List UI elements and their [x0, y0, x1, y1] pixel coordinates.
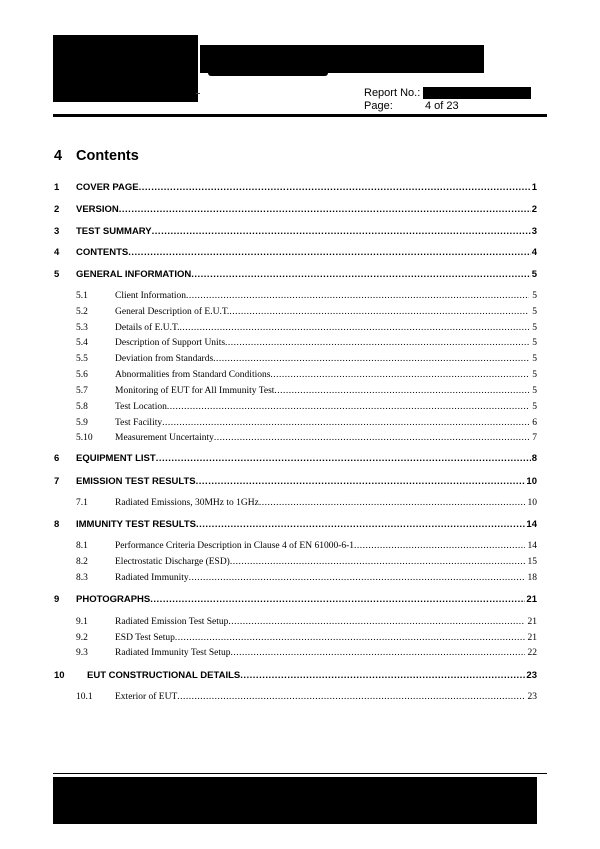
toc-dot-leader — [189, 572, 525, 584]
toc-dot-leader — [213, 353, 529, 365]
toc-subentry[interactable] — [0, 690, 600, 703]
section-number: 4 — [54, 148, 63, 164]
toc-entry-title: Test Location — [115, 402, 167, 412]
toc-entry[interactable] — [0, 268, 600, 281]
toc-entry-title: EQUIPMENT LIST — [76, 453, 156, 464]
toc-entry-number: 5.5 — [76, 354, 88, 364]
toc-entry-title: Test Facility — [115, 418, 163, 428]
toc-dot-leader — [274, 385, 529, 397]
toc-entry-page: 21 — [527, 633, 537, 643]
toc-subentry[interactable] — [0, 631, 600, 644]
toc-dot-leader — [259, 497, 525, 509]
toc-subentry[interactable] — [0, 368, 600, 381]
toc-entry-line — [76, 476, 537, 488]
toc-entry-title: Monitoring of EUT for All Immunity Test — [115, 386, 275, 396]
toc-subentry[interactable] — [0, 384, 600, 397]
toc-dot-leader — [191, 269, 530, 281]
toc-entry-number: 9.2 — [76, 633, 88, 643]
toc-entry-line — [115, 306, 537, 318]
page-number: 4 of 23 — [425, 100, 459, 112]
toc-entry-title: EMISSION TEST RESULTS — [76, 476, 196, 487]
toc-entry-number: 5.8 — [76, 402, 88, 412]
toc-entry-page: 14 — [526, 519, 537, 530]
toc-entry-number: 9 — [54, 594, 60, 605]
toc-subentry[interactable] — [0, 496, 600, 509]
toc-entry-number: 10 — [54, 670, 65, 681]
toc-entry-page: 1 — [531, 182, 537, 193]
toc-dot-leader — [231, 647, 525, 659]
toc-entry-number: 1 — [54, 182, 60, 193]
toc-entry[interactable] — [0, 225, 600, 238]
toc-entry[interactable] — [0, 518, 600, 531]
toc-subentry[interactable] — [0, 416, 600, 429]
redacted-company-subtitle — [208, 70, 328, 76]
toc-entry-line — [76, 247, 537, 259]
toc-entry-line — [76, 269, 537, 281]
toc-entry-number: 2 — [54, 204, 60, 215]
footer-rule — [53, 773, 547, 774]
toc-entry-title: ESD Test Setup — [115, 633, 175, 643]
toc-dot-leader — [228, 616, 524, 628]
toc-entry[interactable] — [0, 181, 600, 194]
toc-entry-line — [87, 670, 537, 682]
toc-entry-page: 5 — [532, 323, 537, 333]
toc-entry-number: 8.1 — [76, 541, 88, 551]
toc-entry-number: 4 — [54, 247, 60, 258]
toc-entry[interactable] — [0, 593, 600, 606]
toc-dot-leader — [196, 519, 525, 531]
toc-entry-line — [115, 497, 537, 509]
toc-entry-page: 10 — [526, 476, 537, 487]
toc-entry-page: 22 — [527, 648, 537, 658]
toc-entry-title: PHOTOGRAPHS — [76, 594, 151, 605]
toc-entry-number: 5.2 — [76, 307, 88, 317]
toc-entry-page: 5 — [532, 370, 537, 380]
toc-entry-line — [76, 453, 537, 465]
toc-entry-page: 21 — [526, 594, 537, 605]
toc-dot-leader — [225, 337, 529, 349]
toc-entry-number: 5.4 — [76, 338, 88, 348]
toc-entry-number: 7.1 — [76, 498, 88, 508]
toc-entry-number: 8 — [54, 519, 60, 530]
toc-entry-title: Abnormalities from Standard Conditions — [115, 370, 271, 380]
section-heading — [54, 148, 139, 164]
toc-entry-page: 5 — [532, 307, 537, 317]
toc-dot-leader — [139, 182, 531, 194]
toc-entry-title: GENERAL INFORMATION — [76, 269, 192, 280]
toc-entry-page: 5 — [532, 291, 537, 301]
toc-entry-line — [115, 432, 537, 444]
toc-dot-leader — [179, 322, 529, 334]
toc-subentry[interactable] — [0, 289, 600, 302]
toc-entry-line — [115, 616, 537, 628]
toc-entry-page: 2 — [531, 204, 537, 215]
toc-entry[interactable] — [0, 246, 600, 259]
toc-dot-leader — [196, 476, 526, 488]
toc-entry-title: Electrostatic Discharge (ESD) — [115, 557, 230, 567]
toc-dot-leader — [152, 226, 531, 238]
toc-entry-number: 5.3 — [76, 323, 88, 333]
toc-entry-title: Radiated Emissions, 30MHz to 1GHz — [115, 498, 259, 508]
toc-entry-page: 14 — [527, 541, 537, 551]
toc-dot-leader — [354, 540, 524, 552]
toc-subentry[interactable] — [0, 321, 600, 334]
toc-entry-page: 5 — [532, 402, 537, 412]
toc-entry-page: 5 — [532, 386, 537, 396]
toc-entry-line — [115, 540, 537, 552]
toc-entry-number: 5.7 — [76, 386, 88, 396]
report-number-label: Report No.: — [364, 87, 421, 99]
toc-entry-title: Description of Support Units — [115, 338, 226, 348]
toc-entry-title: General Description of E.U.T. — [115, 307, 230, 317]
toc-entry-title: COVER PAGE — [76, 182, 139, 193]
toc-entry-page: 4 — [531, 247, 537, 258]
toc-entry-title: Radiated Immunity Test Setup — [115, 648, 231, 658]
toc-entry-number: 5.6 — [76, 370, 88, 380]
toc-subentry[interactable] — [0, 646, 600, 659]
redacted-footer — [53, 777, 537, 824]
toc-entry-line — [76, 226, 537, 238]
toc-entry-title: Deviation from Standards — [115, 354, 214, 364]
toc-dot-leader — [177, 691, 524, 703]
toc-entry-line — [76, 204, 537, 216]
toc-dot-leader — [175, 632, 525, 644]
section-title: Contents — [76, 148, 139, 164]
toc-entry-line — [115, 353, 537, 365]
toc-entry-title: TEST SUMMARY — [76, 226, 152, 237]
toc-entry[interactable] — [0, 203, 600, 216]
toc-entry-title: Client Information — [115, 291, 186, 301]
toc-entry[interactable] — [0, 669, 600, 682]
toc-subentry[interactable] — [0, 305, 600, 318]
toc-dot-leader — [167, 401, 529, 413]
toc-entry-line — [115, 337, 537, 349]
redacted-logo — [53, 35, 198, 102]
toc-entry-title: Details of E.U.T. — [115, 323, 180, 333]
toc-entry-number: 10.1 — [76, 692, 93, 702]
toc-subentry[interactable] — [0, 431, 600, 444]
toc-entry-line — [115, 369, 537, 381]
toc-entry-number: 5 — [54, 269, 60, 280]
redacted-report-number — [423, 87, 531, 99]
toc-entry-title: Radiated Immunity — [115, 573, 189, 583]
toc-entry-line — [115, 290, 537, 302]
toc-entry-line — [115, 572, 537, 584]
page-label: Page: — [364, 100, 393, 112]
toc-entry-page: 8 — [531, 453, 537, 464]
toc-dot-leader — [240, 670, 525, 682]
toc-entry-page: 21 — [527, 617, 537, 627]
toc-entry[interactable] — [0, 475, 600, 488]
toc-dot-leader — [214, 432, 529, 444]
toc-entry-number: 5.10 — [76, 433, 93, 443]
redacted-company-name — [200, 45, 484, 73]
toc-entry-page: 7 — [532, 433, 537, 443]
toc-entry-title: CONTENTS — [76, 247, 129, 258]
toc-dot-leader — [229, 306, 529, 318]
header-divider-stub — [196, 93, 200, 94]
toc-entry-number: 5.1 — [76, 291, 88, 301]
toc-entry-page: 23 — [527, 692, 537, 702]
toc-entry-page: 15 — [527, 557, 537, 567]
toc-entry-line — [115, 556, 537, 568]
toc-dot-leader — [162, 417, 529, 429]
toc-entry-page: 5 — [531, 269, 537, 280]
toc-entry-line — [76, 519, 537, 531]
toc-entry-line — [76, 594, 537, 606]
toc-entry-number: 6 — [54, 453, 60, 464]
toc-dot-leader — [150, 594, 525, 606]
toc-entry-page: 6 — [532, 418, 537, 428]
toc-entry-number: 5.9 — [76, 418, 88, 428]
toc-entry[interactable] — [0, 452, 600, 465]
toc-entry-title: EUT CONSTRUCTIONAL DETAILS — [87, 670, 241, 681]
toc-dot-leader — [128, 247, 530, 259]
toc-dot-leader — [270, 369, 529, 381]
toc-entry-number: 7 — [54, 476, 60, 487]
toc-entry-title: VERSION — [76, 204, 119, 215]
toc-subentry[interactable] — [0, 555, 600, 568]
toc-subentry[interactable] — [0, 400, 600, 413]
toc-entry-number: 9.3 — [76, 648, 88, 658]
toc-subentry[interactable] — [0, 352, 600, 365]
toc-entry-line — [76, 182, 537, 194]
toc-entry-number: 9.1 — [76, 617, 88, 627]
toc-entry-title: Performance Criteria Description in Clause 4 of EN 61000-6-1 — [115, 541, 355, 551]
toc-dot-leader — [156, 453, 531, 465]
header-rule — [53, 114, 547, 117]
toc-subentry[interactable] — [0, 615, 600, 628]
toc-dot-leader — [119, 204, 531, 216]
toc-entry-title: IMMUNITY TEST RESULTS — [76, 519, 196, 530]
toc-entry-line — [115, 322, 537, 334]
toc-entry-page: 5 — [532, 354, 537, 364]
toc-entry-line — [115, 417, 537, 429]
toc-subentry[interactable] — [0, 571, 600, 584]
toc-entry-page: 5 — [532, 338, 537, 348]
toc-entry-line — [115, 691, 537, 703]
toc-entry-line — [115, 401, 537, 413]
toc-entry-line — [115, 385, 537, 397]
toc-entry-number: 8.3 — [76, 573, 88, 583]
toc-entry-page: 3 — [531, 226, 537, 237]
toc-dot-leader — [230, 556, 525, 568]
toc-entry-page: 18 — [527, 573, 537, 583]
toc-entry-page: 10 — [527, 498, 537, 508]
toc-entry-number: 8.2 — [76, 557, 88, 567]
toc-dot-leader — [186, 290, 529, 302]
toc-entry-line — [115, 632, 537, 644]
toc-entry-title: Exterior of EUT — [115, 692, 178, 702]
toc-entry-title: Radiated Emission Test Setup — [115, 617, 229, 627]
toc-entry-title: Measurement Uncertainty — [115, 433, 214, 443]
toc-entry-number: 3 — [54, 226, 60, 237]
toc-entry-page: 23 — [526, 670, 537, 681]
toc-subentry[interactable] — [0, 539, 600, 552]
toc-entry-line — [115, 647, 537, 659]
toc-subentry[interactable] — [0, 336, 600, 349]
